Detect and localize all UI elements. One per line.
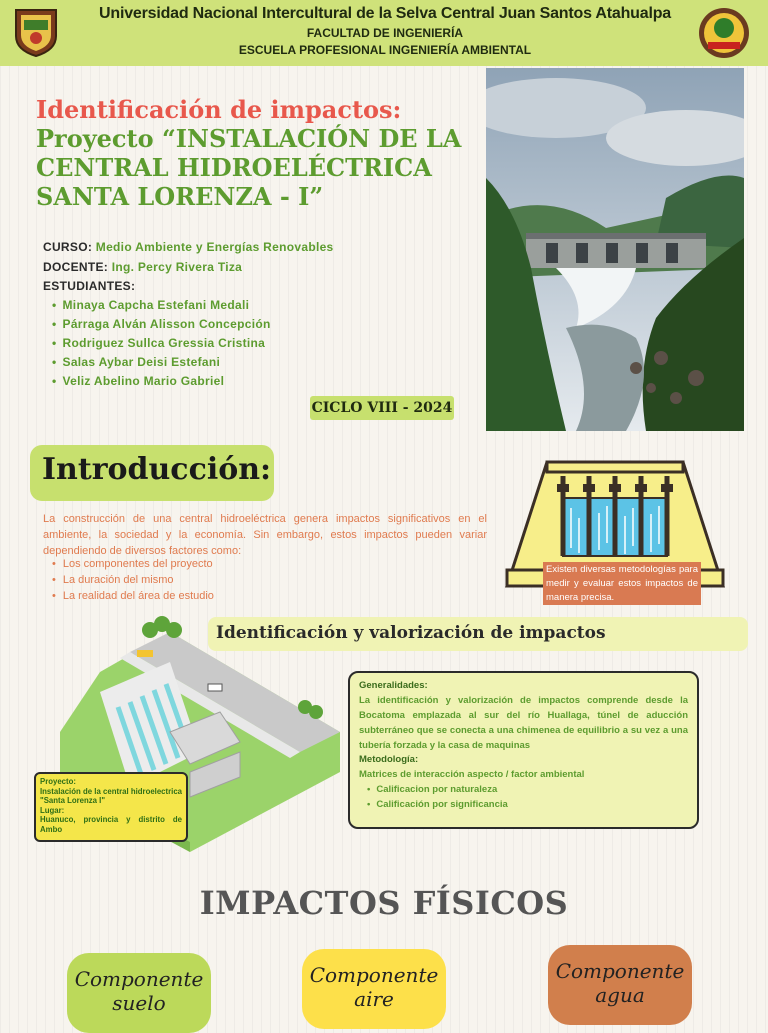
docente-row: DOCENTE: Ing. Percy Rivera Tiza [43, 260, 243, 274]
university-name: Universidad Nacional Intercultural de la Selva Central Juan Santos Atahualpa [99, 5, 671, 22]
ciclo-badge: CICLO VIII - 2024 [310, 396, 454, 420]
component-air-label: Componente aire [309, 963, 439, 1011]
component-air-card [302, 949, 446, 1029]
project-label: Proyecto: [40, 777, 76, 786]
student-item: • Salas Aybar Deisi Estefani [52, 355, 220, 369]
methodology-bullet: • Calificación por significancia [359, 797, 688, 812]
student-item: • Rodriguez Sullca Gressia Cristina [52, 336, 265, 350]
intro-bullet: • Los componentes del proyecto [52, 558, 213, 570]
identification-title: Identificación y valorización de impactos [216, 623, 606, 643]
estudiantes-label: ESTUDIANTES [43, 279, 131, 293]
curso-value: Medio Ambiente y Energías Renovables [95, 240, 334, 254]
title-project: Proyecto “INSTALACIÓN DE LA CENTRAL HIDROELÉCTRICA SANTA LORENZA - I” [36, 124, 462, 211]
project-text: Instalación de la central hidroelectrica "Santa Lorenza I" [40, 786, 182, 805]
methodology-bullet: • Calificacion por naturaleza [359, 782, 688, 797]
intro-bullet: • La realidad del área de estudio [52, 590, 214, 602]
faculty-name: FACULTAD DE INGENIERÍA [306, 26, 464, 40]
curso-row: CURSO: Medio Ambiente y Energías Renovables [43, 240, 334, 254]
component-soil-label: Componente suelo [74, 967, 204, 1015]
impacts-title: IMPACTOS FÍSICOS [199, 884, 569, 922]
project-info-box [34, 772, 188, 842]
title-line1: Identificación de impactos: [36, 95, 402, 124]
docente-label: DOCENTE [43, 260, 104, 274]
component-soil-card [67, 953, 211, 1033]
methodology-text: Matrices de interacción aspecto / factor ambiental [359, 769, 585, 780]
place-label: Lugar: [40, 805, 65, 815]
school-name: ESCUELA PROFESIONAL INGENIERÍA AMBIENTAL [238, 43, 532, 57]
intro-title: Introducción: [42, 452, 272, 487]
generalities-box [348, 671, 699, 829]
methodologies-note: Existen diversas metodologías para medir y evaluar estos impactos de manera precisa. [543, 562, 701, 605]
docente-value: Ing. Percy Rivera Tiza [111, 260, 243, 274]
student-item: • Veliz Abelino Mario Gabriel [52, 374, 224, 388]
dam-photo [486, 68, 744, 431]
component-water-card [548, 945, 692, 1025]
student-item: • Párraga Alván Alisson Concepción [52, 317, 271, 331]
student-item: • Minaya Capcha Estefani Medali [52, 298, 249, 312]
intro-bullet: • La duración del mismo [52, 574, 174, 586]
curso-label: CURSO [43, 240, 88, 254]
methodology-label: Metodología: [359, 754, 419, 765]
intro-paragraph: La construcción de una central hidroeléctrica genera impactos significativos en el ambiente, la sociedad y la economía. Sin embargo, estos impactos pueden variar dependiendo de diversos factores como: [43, 513, 487, 557]
estudiantes-row: ESTUDIANTES: [43, 279, 136, 293]
generalities-text: La identificación y valorización de impactos comprende desde la Bocatoma emplazada al sur del río Huallaga, túnel de aducción subterráneo que se conecta a una chimenea de equilibrio a su vez a una tubería forzada y la casa de maquinas [359, 695, 688, 751]
component-water-label: Componente agua [555, 959, 685, 1007]
generalities-label: Generalidades: [359, 680, 428, 691]
university-logo [12, 6, 60, 58]
place-text: Huanuco, provincia y distrito de Ambo [40, 815, 182, 834]
faculty-logo [696, 6, 752, 58]
